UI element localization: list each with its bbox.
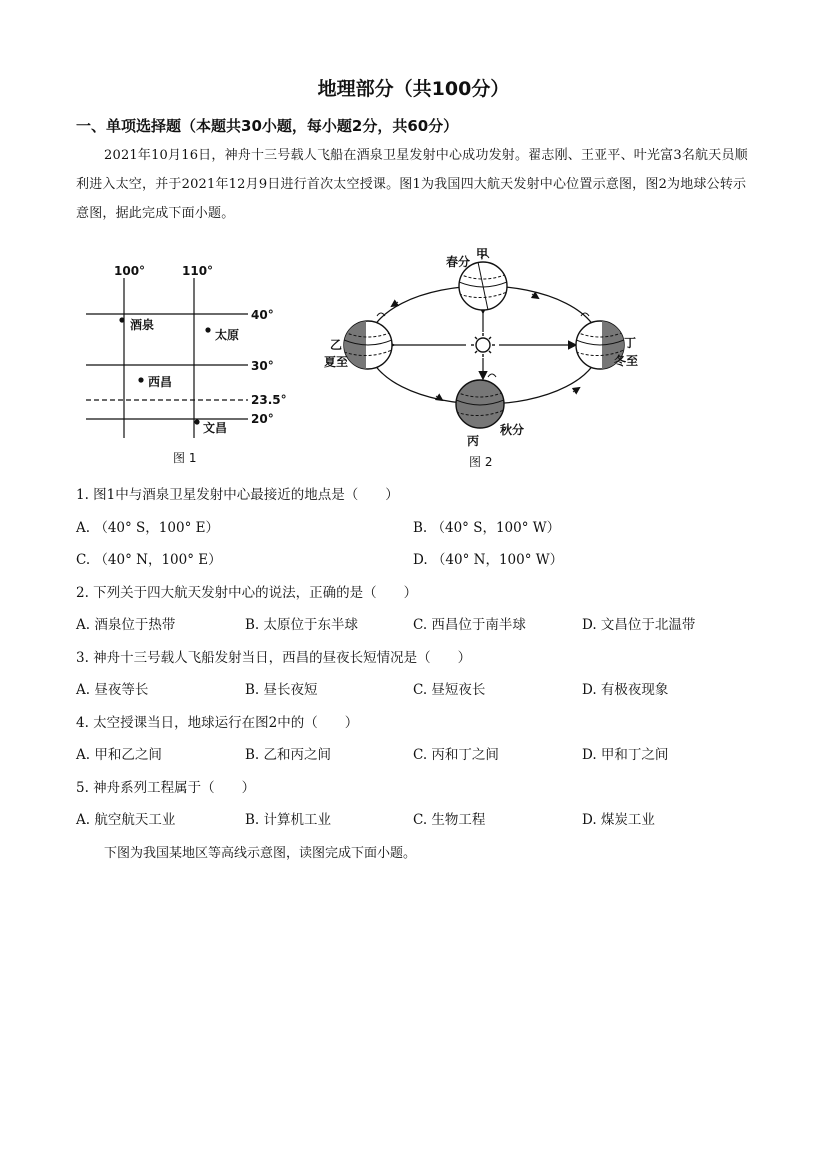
q4-option-c[interactable]: C. 丙和丁之间 [413, 747, 499, 763]
taiyuan-label: 太原 [215, 328, 240, 342]
q2-option-a[interactable]: A. 酒泉位于热带 [76, 617, 176, 633]
taiyuan-dot [205, 327, 210, 332]
wenchang-label: 文昌 [203, 421, 228, 435]
question-5: 5. 神舟系列工程属于（ ） [76, 780, 256, 796]
q4-option-d[interactable]: D. 甲和丁之间 [582, 747, 669, 763]
question-3: 3. 神舟十三号载人飞船发射当日，西昌的昼夜长短情况是（ ） [76, 650, 472, 666]
figure-2-orbit [318, 244, 648, 472]
lat-23-5-label: 23.5° [251, 393, 287, 407]
wenchang-dot [194, 419, 199, 424]
question-1: 1. 图1中与酒泉卫星发射中心最接近的地点是（ ） [76, 487, 399, 503]
q5-option-d[interactable]: D. 煤炭工业 [582, 812, 655, 828]
xichang-dot [138, 377, 143, 382]
q1-option-c[interactable]: C. （40° N，100° E） [76, 552, 222, 568]
chunfen-label: 春分 [446, 255, 471, 269]
q5-option-a[interactable]: A. 航空航天工业 [76, 812, 176, 828]
figure-1-caption: 图 1 [173, 451, 197, 465]
earth-bing-icon [456, 374, 504, 428]
section-heading: 一、单项选择题（本题共30小题，每小题2分，共60分） [76, 117, 459, 135]
q1-option-d[interactable]: D. （40° N，100° W） [413, 552, 564, 568]
q4-option-a[interactable]: A. 甲和乙之间 [76, 747, 162, 763]
q3-option-d[interactable]: D. 有极夜现象 [582, 682, 669, 698]
question-2: 2. 下列关于四大航天发射中心的说法，正确的是（ ） [76, 585, 418, 601]
sun-icon [471, 333, 495, 357]
q1-option-b[interactable]: B. （40° S，100° W） [413, 520, 561, 536]
q4-option-b[interactable]: B. 乙和丙之间 [245, 747, 332, 763]
intro-paragraph: 2021年10月16日，神舟十三号载人飞船在酒泉卫星发射中心成功发射。翟志刚、王亚平、叶光富3名航天员顺利进入太空，并于2021年12月9日进行首次太空授课。图1为我国四大航天发射中心位置示意图，图2为地球公转示意图，据此完成下面小题。 [76, 148, 748, 221]
qiufen-label: 秋分 [500, 423, 525, 437]
jiuquan-dot [119, 317, 124, 322]
q3-option-a[interactable]: A. 昼夜等长 [76, 682, 149, 698]
q3-option-c[interactable]: C. 昼短夜长 [413, 682, 486, 698]
lat-20-label: 20° [251, 412, 274, 426]
xiazhi-label: 夏至 [324, 355, 349, 369]
figure-2-caption: 图 2 [469, 455, 493, 469]
lon-110-label: 110° [182, 264, 214, 278]
q2-option-c[interactable]: C. 西昌位于南半球 [413, 617, 526, 633]
question-4: 4. 太空授课当日，地球运行在图2中的（ ） [76, 715, 359, 731]
yi-label: 乙 [330, 338, 343, 352]
q2-option-b[interactable]: B. 太原位于东半球 [245, 617, 359, 633]
outro-paragraph: 下图为我国某地区等高线示意图，读图完成下面小题。 [104, 846, 417, 861]
q5-option-b[interactable]: B. 计算机工业 [245, 812, 332, 828]
q3-option-b[interactable]: B. 昼长夜短 [245, 682, 318, 698]
lat-30-label: 30° [251, 359, 274, 373]
jiuquan-label: 酒泉 [130, 318, 155, 332]
jia-label: 甲 [476, 247, 489, 261]
q2-option-d[interactable]: D. 文昌位于北温带 [582, 617, 696, 633]
earth-yi-icon [344, 313, 392, 369]
q1-option-a[interactable]: A. （40° S，100° E） [76, 520, 219, 536]
ding-label: 丁 [624, 336, 637, 350]
dongzhi-label: 冬至 [614, 354, 639, 368]
page-title: 地理部分（共100分） [317, 78, 510, 100]
lon-100-label: 100° [114, 264, 146, 278]
bing-label: 丙 [467, 434, 480, 448]
lat-40-label: 40° [251, 308, 274, 322]
xichang-label: 西昌 [148, 375, 173, 389]
q5-option-c[interactable]: C. 生物工程 [413, 812, 486, 828]
figure-1-map [80, 258, 295, 470]
